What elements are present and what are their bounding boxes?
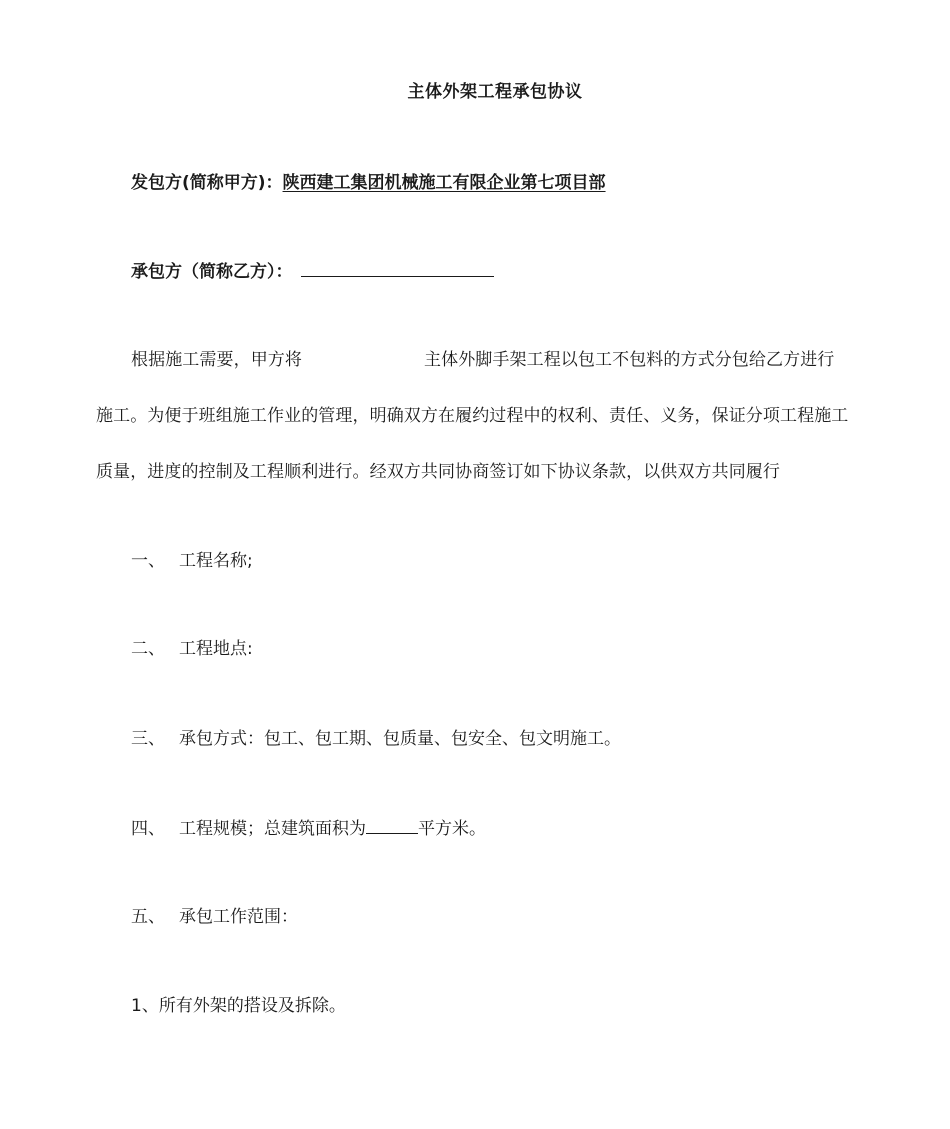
- clause-text: 工程名称;: [179, 551, 253, 571]
- clause-text: 承包工作范围：: [179, 907, 298, 927]
- intro-line1-start: 根据施工需要，甲方将: [131, 350, 302, 370]
- party-b-blank: [301, 260, 494, 277]
- clause-text: 工程地点:: [179, 639, 253, 659]
- clause-text-before: 工程规模；总建筑面积为: [179, 819, 366, 839]
- party-a-name: 陕西建工集团机械施工有限企业第七项目部: [282, 173, 606, 193]
- clause-number: 三、: [131, 729, 165, 749]
- clause-1: [131, 546, 253, 571]
- clause-4: [131, 814, 486, 839]
- clause-number: 五、: [131, 907, 165, 927]
- clause-text: 承包方式：包工、包工期、包质量、包安全、包文明施工。: [179, 729, 621, 749]
- scope-item-1: 1、所有外架的搭设及拆除。: [131, 996, 346, 1016]
- party-b-label: 承包方（简称乙方）：: [131, 262, 293, 282]
- intro-line-3: 质量，进度的控制及工程顺利进行。经双方共同协商签订如下协议条款，以供双方共同履行: [96, 462, 780, 482]
- intro-line-2: 施工。为便于班组施工作业的管理，明确双方在履约过程中的权利、责任、义务，保证分项工程施工: [96, 406, 849, 426]
- party-b-line: [131, 257, 494, 282]
- clause-5: [131, 902, 298, 927]
- clause-2: [131, 634, 253, 659]
- party-a-label: 发包方(简称甲方)：: [131, 173, 283, 193]
- clause-number: 二、: [131, 639, 165, 659]
- clause-text-after: 平方米。: [418, 819, 486, 839]
- clause-number: 四、: [131, 819, 165, 839]
- document-title: 主体外架工程承包协议: [407, 82, 583, 102]
- clause-number: 一、: [131, 551, 165, 571]
- clause-3: [131, 724, 621, 749]
- intro-line1-end: 主体外脚手架工程以包工不包料的方式分包给乙方进行: [424, 350, 835, 370]
- intro-line-1: [131, 345, 893, 370]
- party-a-line: [131, 168, 606, 193]
- area-blank: [366, 819, 418, 834]
